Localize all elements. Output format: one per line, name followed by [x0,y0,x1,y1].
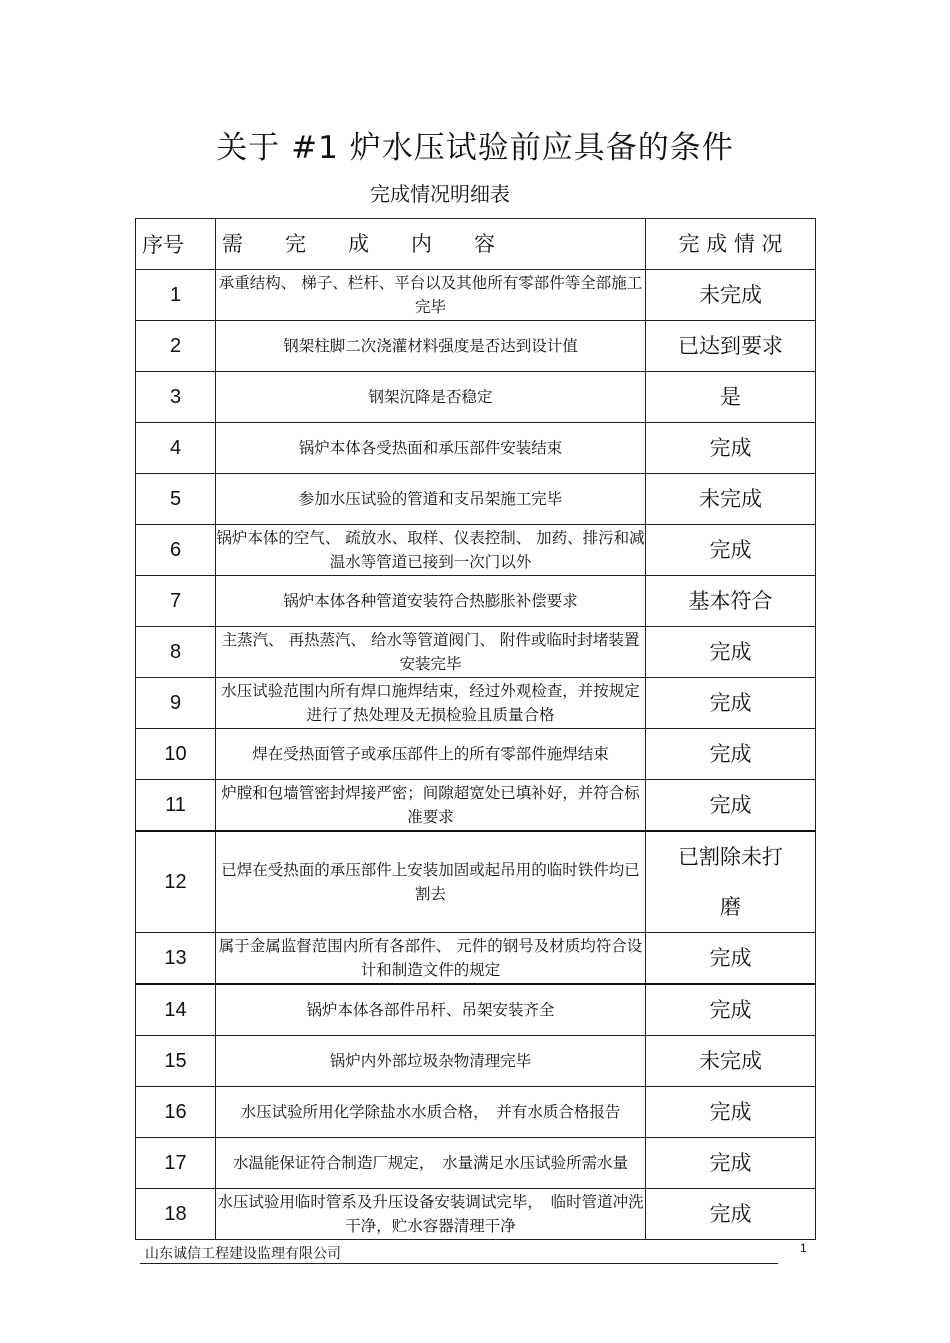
row-status: 未完成 [646,474,816,525]
row-requirement: 焊在受热面管子或承压部件上的所有零部件施焊结束 [216,729,646,780]
table-row [136,1138,816,1189]
row-status: 完成 [646,525,816,576]
row-requirement: 锅炉本体各受热面和承压部件安装结束 [216,423,646,474]
row-requirement: 水压试验用临时管系及升压设备安装调试完毕， 临时管道冲洗干净，贮水容器清理干净 [216,1189,646,1240]
row-requirement: 水压试验范围内所有焊口施焊结束，经过外观检查，并按规定进行了热处理及无损检验且质量合格 [216,678,646,729]
table-row [136,780,816,832]
row-status: 未完成 [646,1036,816,1087]
table-row [136,525,816,576]
row-number: 6 [136,525,216,576]
row-status: 未完成 [646,270,816,321]
row-number: 12 [136,831,216,933]
table-row [136,933,816,985]
table-header-row [136,219,816,270]
table-row [136,984,816,1036]
table-row [136,576,816,627]
table-row [136,1036,816,1087]
row-status: 是 [646,372,816,423]
row-number: 13 [136,933,216,985]
footer-divider [140,1263,778,1264]
row-number: 9 [136,678,216,729]
page-title: 关于 #1 炉水压试验前应具备的条件 [216,130,734,166]
row-status: 已达到要求 [646,321,816,372]
row-requirement: 锅炉本体各部件吊杆、吊架安装齐全 [216,984,646,1036]
row-requirement: 属于金属监督范围内所有各部件、 元件的钢号及材质均符合设计和制造文件的规定 [216,933,646,985]
row-status: 完成 [646,423,816,474]
row-status: 完成 [646,780,816,832]
row-number: 5 [136,474,216,525]
row-requirement: 已焊在受热面的承压部件上安装加固或起吊用的临时铁件均已割去 [216,831,646,933]
row-requirement: 钢架柱脚二次浇灌材料强度是否达到设计值 [216,321,646,372]
header-item: 需 完 成 内 容 [216,219,646,270]
row-status: 完成 [646,1087,816,1138]
row-requirement: 承重结构、 梯子、栏杆、平台以及其他所有零部件等全部施工完毕 [216,270,646,321]
row-status: 完成 [646,678,816,729]
table-row [136,423,816,474]
row-status: 已割除未打磨 [646,831,816,933]
row-number: 1 [136,270,216,321]
row-requirement: 参加水压试验的管道和支吊架施工完毕 [216,474,646,525]
table-row [136,372,816,423]
header-no: 序号 [136,219,216,270]
header-status: 完 成 情 况 [646,219,816,270]
row-status: 完成 [646,729,816,780]
table-row [136,270,816,321]
table-row [136,627,816,678]
row-number: 8 [136,627,216,678]
row-number: 14 [136,984,216,1036]
row-status: 完成 [646,933,816,985]
row-status: 完成 [646,1189,816,1240]
row-number: 3 [136,372,216,423]
row-requirement: 主蒸汽、 再热蒸汽、 给水等管道阀门、 附件或临时封堵装置安装完毕 [216,627,646,678]
row-number: 10 [136,729,216,780]
row-requirement: 锅炉本体的空气、 疏放水、取样、仪表控制、 加药、排污和减温水等管道已接到一次门以外 [216,525,646,576]
row-number: 18 [136,1189,216,1240]
table-row [136,831,816,933]
footer-page-number: 1 [800,1241,807,1255]
row-requirement: 炉膛和包墙管密封焊接严密；间隙超宽处已填补好，并符合标准要求 [216,780,646,832]
row-requirement: 水温能保证符合制造厂规定， 水量满足水压试验所需水量 [216,1138,646,1189]
row-number: 15 [136,1036,216,1087]
row-requirement: 钢架沉降是否稳定 [216,372,646,423]
row-number: 11 [136,780,216,832]
row-requirement: 锅炉内外部垃圾杂物清理完毕 [216,1036,646,1087]
row-number: 2 [136,321,216,372]
row-requirement: 锅炉本体各种管道安装符合热膨胀补偿要求 [216,576,646,627]
table-row [136,1087,816,1138]
row-status: 完成 [646,984,816,1036]
conditions-table [135,218,816,1240]
row-status: 完成 [646,627,816,678]
table-row [136,321,816,372]
row-status: 基本符合 [646,576,816,627]
row-number: 7 [136,576,216,627]
table-row [136,678,816,729]
table-row [136,729,816,780]
row-number: 17 [136,1138,216,1189]
footer-company: 山东诚信工程建设监理有限公司 [145,1246,341,1262]
row-number: 4 [136,423,216,474]
row-number: 16 [136,1087,216,1138]
table-body [136,270,816,1240]
row-requirement: 水压试验所用化学除盐水水质合格， 并有水质合格报告 [216,1087,646,1138]
table-row [136,474,816,525]
page-subtitle: 完成情况明细表 [370,182,510,206]
table-row [136,1189,816,1240]
row-status: 完成 [646,1138,816,1189]
